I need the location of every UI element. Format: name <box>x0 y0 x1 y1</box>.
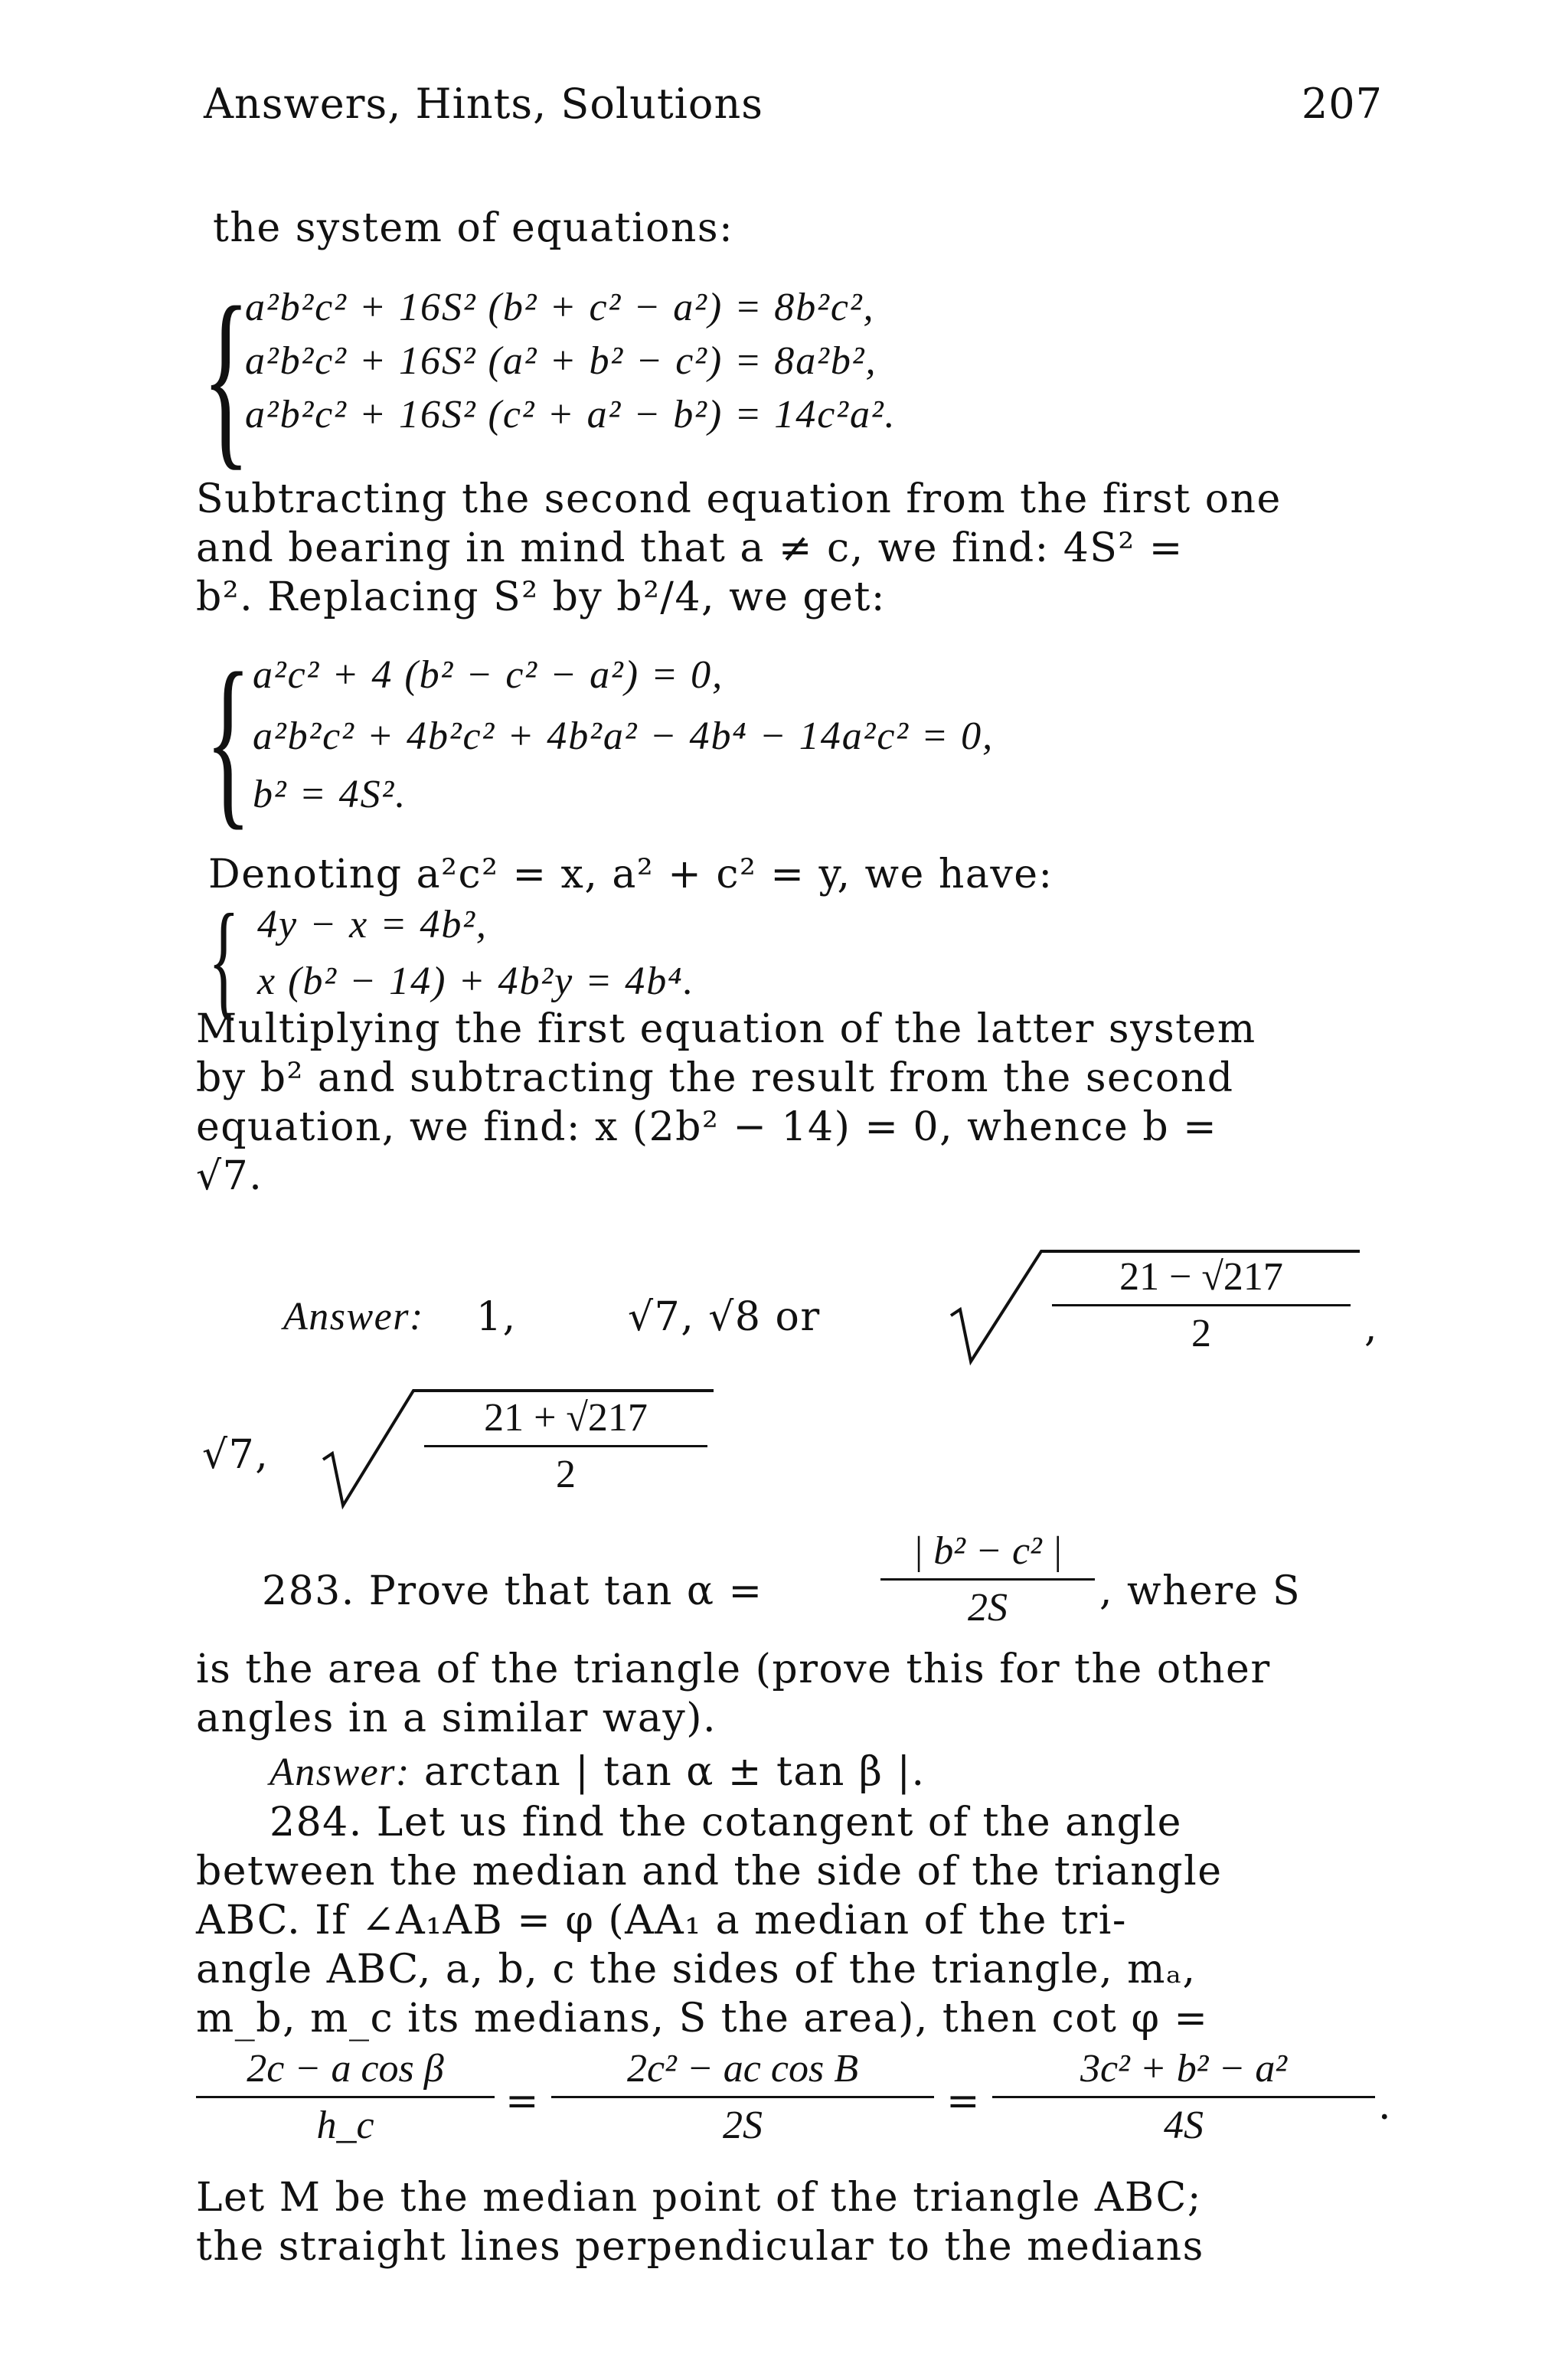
denoting-line: Denoting a²c² = x, a² + c² = y, we have: <box>208 852 1054 897</box>
para-line: and bearing in mind that a ≠ c, we find: 4S² = <box>196 525 1184 571</box>
answer-value-1: 1, <box>476 1294 517 1340</box>
fraction-numerator: 2c − a cos β <box>247 2047 444 2091</box>
answer-value-sqrt7: √7, <box>202 1432 270 1478</box>
paragraph-multiplying <box>196 1005 1390 1201</box>
radical-expression-2 <box>322 1386 720 1509</box>
fraction-bar <box>1052 1304 1351 1306</box>
para-line: equation, we find: x (2b² − 14) = 0, whence b = <box>196 1104 1218 1150</box>
para-line: angle ABC, a, b, c the sides of the triangle, mₐ, <box>196 1947 1197 1993</box>
system2-eq2: a²b²c² + 4b²c² + 4b²a² − 4b⁴ − 14a²c² = 0, <box>253 714 995 758</box>
para-line: the straight lines perpendicular to the medians <box>196 2224 1204 2270</box>
system-intro: the system of equations: <box>213 205 734 251</box>
period: . <box>1378 2083 1393 2129</box>
page-header <box>204 80 1383 141</box>
fraction-denominator: 4S <box>1164 2104 1204 2147</box>
answer-label: Answer: <box>283 1295 424 1339</box>
para-line: between the median and the side of the triangle <box>196 1849 1223 1895</box>
para-line: Let M be the median point of the triangle ABC; <box>196 2175 1202 2221</box>
running-head: Answers, Hints, Solutions <box>204 80 763 128</box>
fraction-numerator: | b² − c² | <box>913 1529 1063 1573</box>
left-brace-1: { <box>202 266 250 487</box>
para-line: Subtracting the second equation from the first one <box>196 476 1282 522</box>
fraction-denominator: 2S <box>968 1586 1008 1630</box>
equals-sign-2: = <box>946 2078 982 2124</box>
fraction-numerator: 21 − √217 <box>1119 1255 1283 1299</box>
fraction-denominator: 2S <box>723 2104 763 2147</box>
system1-eq3: a²b²c² + 16S² (c² + a² − b²) = 14c²a². <box>245 393 897 436</box>
fraction-denominator: 2 <box>556 1453 576 1496</box>
system1-eq2: a²b²c² + 16S² (a² + b² − c²) = 8a²b², <box>245 339 877 383</box>
fraction-numerator: 2c² − ac cos B <box>627 2047 858 2091</box>
problem-283-tail: , where S <box>1099 1568 1302 1614</box>
fraction-denominator: 2 <box>1191 1312 1211 1355</box>
para-line: Multiplying the first equation of the latter system <box>196 1006 1256 1052</box>
fraction-bar <box>424 1445 707 1447</box>
problem-283-lead: 283. Prove that tan α = <box>262 1568 763 1614</box>
para-line: is the area of the triangle (prove this for the other <box>196 1646 1271 1692</box>
fraction-denominator: h_c <box>316 2104 374 2147</box>
page-number: 207 <box>1301 80 1383 128</box>
fraction-bar <box>196 2096 495 2098</box>
fraction-2 <box>424 1395 707 1497</box>
paragraph-subtracting <box>196 475 1390 622</box>
fraction-bar <box>880 1578 1095 1581</box>
system3-eq2: x (b² − 14) + 4b²y = 4b⁴. <box>257 960 695 1003</box>
problem-284-body <box>196 1798 1390 2043</box>
fraction-numerator: 21 + √217 <box>484 1396 648 1440</box>
fraction-1 <box>1052 1254 1351 1356</box>
fraction-bar <box>992 2096 1375 2098</box>
cot-fraction-1 <box>196 2046 495 2148</box>
para-line: angles in a similar way). <box>196 1695 717 1741</box>
system3-eq1: 4y − x = 4b², <box>257 903 488 946</box>
problem-283-answer <box>270 1749 926 1795</box>
para-line: √7. <box>196 1153 263 1199</box>
cot-fraction-2 <box>551 2046 934 2148</box>
answer-values-roots: √7, √8 or <box>628 1294 821 1340</box>
left-brace-3: { <box>208 888 240 1031</box>
answer-comma: , <box>1364 1305 1379 1351</box>
system2-eq3: b² = 4S². <box>253 773 407 816</box>
system2-eq1: a²c² + 4 (b² − c² − a²) = 0, <box>253 653 724 697</box>
system1-eq1: a²b²c² + 16S² (b² + c² − a²) = 8b²c², <box>245 286 875 329</box>
problem-283-fraction <box>880 1528 1095 1630</box>
para-line: by b² and subtracting the result from the second <box>196 1055 1234 1101</box>
fraction-bar <box>551 2096 934 2098</box>
para-line: m_b, m_c its medians, S the area), then cot φ = <box>196 1996 1209 2042</box>
para-line: 284. Let us find the cotangent of the angle <box>270 1800 1182 1845</box>
radical-expression-1 <box>949 1247 1363 1362</box>
fraction-numerator: 3c² + b² − a² <box>1080 2047 1288 2091</box>
problem-284-continuation <box>196 2173 1390 2271</box>
equals-sign-1: = <box>505 2078 541 2124</box>
cot-fraction-3 <box>992 2046 1375 2148</box>
answer-text: arctan | tan α ± tan β |. <box>423 1749 926 1795</box>
problem-283-body <box>196 1645 1390 1743</box>
para-line: b². Replacing S² by b²/4, we get: <box>196 574 886 620</box>
para-line: ABC. If ∠A₁AB = φ (AA₁ a median of the tri- <box>196 1898 1127 1944</box>
left-brace-2: { <box>205 634 251 846</box>
answer-label: Answer: <box>270 1751 410 1794</box>
